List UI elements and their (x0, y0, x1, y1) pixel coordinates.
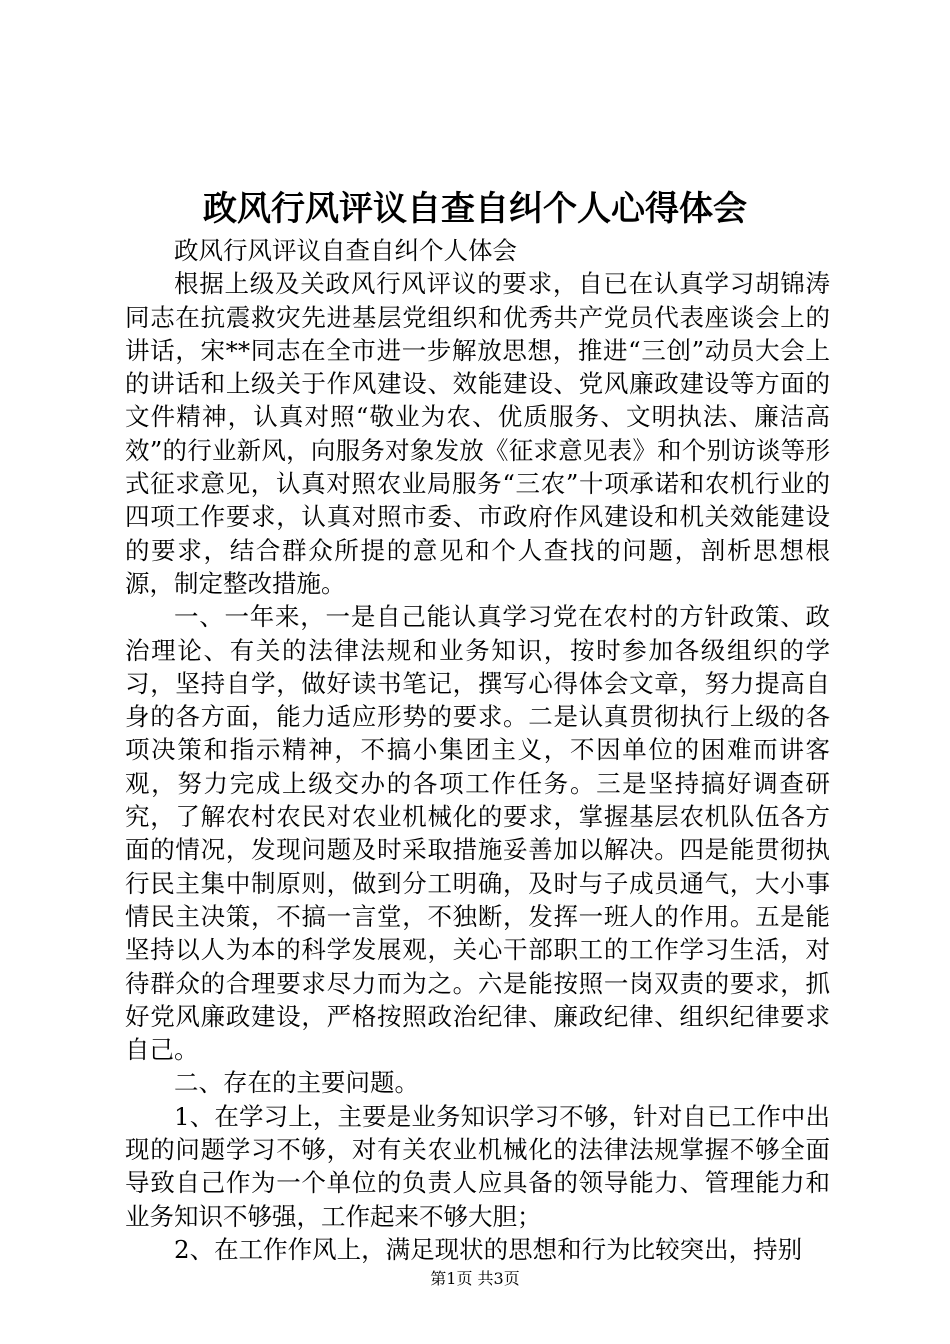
page-footer: 第1页 共3页 (430, 1269, 520, 1288)
body-paragraph: 一、一年来，一是自己能认真学习党在农村的方针政策、政治理论、有关的法律法规和业务知识，按时参加各级组织的学习，坚持自学，做好读书笔记，撰写心得体会文章，努力提高自身的各方面，能力适应形势的要求。二是认真贯彻执行上级的各项决策和指示精神，不搞小集团主义，不因单位的困难而讲客观，努力完成上级交办的各项工作任务。三是坚持搞好调查研究，了解农村农民对农业机械化的要求，掌握基层农机队伍各方面的情况，发现问题及时采取措施妥善加以解决。四是能贯彻执行民主集中制原则，做到分工明确，及时与子成员通气，大小事情民主决策，不搞一言堂，不独断，发挥一班人的作用。五是能坚持以人为本的科学发展观，关心干部职工的工作学习生活，对待群众的合理要求尽力而为之。六是能按照一岗双责的要求，抓好党风廉政建设，严格按照政治纪律、廉政纪律、组织纪律要求自己。 (125, 602, 830, 1065)
document-body (125, 234, 830, 1266)
body-paragraph: 2、在工作作风上，满足现状的思想和行为比较突出，持别 (174, 1234, 803, 1264)
subtitle-paragraph: 政风行风评议自查自纠个人体会 (174, 236, 517, 265)
section-heading: 二、存在的主要问题。 (174, 1068, 419, 1098)
body-paragraph: 1、在学习上，主要是业务知识学习不够，针对自已工作中出现的问题学习不够，对有关农业机械化的法律法规掌握不够全面导致自己作为一个单位的负责人应具备的领导能力、管理能力和业务知识不够强，工作起来不够大胆； (125, 1101, 830, 1231)
body-paragraph: 根据上级及关政风行风评议的要求，自已在认真学习胡锦涛同志在抗震救灾先进基层党组织和优秀共产党员代表座谈会上的讲话，宋**同志在全市进一步解放思想，推进“三创”动员大会上的讲话和上级关于作风建设、效能建设、党风廉政建设等方面的文件精神，认真对照“敬业为农、优质服务、文明执法、廉洁高效”的行业新风，向服务对象发放《征求意见表》和个别访谈等形式征求意见，认真对照农业局服务“三农”十项承诺和农机行业的四项工作要求，认真对照市委、市政府作风建设和机关效能建设的要求，结合群众所提的意见和个人查找的问题，剖析思想根源，制定整改措施。 (125, 269, 830, 598)
document-title: 政风行风评议自查自纠个人心得体会 (203, 189, 747, 229)
